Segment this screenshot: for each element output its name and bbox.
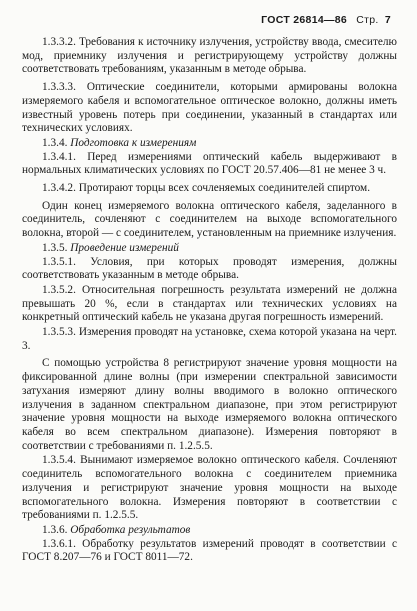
section-heading-1-3-5: [22, 242, 397, 256]
section-number: 1.3.4.: [42, 136, 68, 149]
paragraph-1-3-5-3: 1.3.5.3. Измерения проводят на установке, схема которой указана на черт. 3.: [22, 326, 397, 352]
paragraph-connection: Один конец измеряемого волокна оптического кабеля, заделанного в соединитель, сочленяют с соединителем на выходе вспомогательного волокна, второй — с соединителем, установленным на приемнике излучения.: [22, 199, 397, 240]
section-number: 1.3.5.: [42, 241, 68, 254]
paragraph-1-3-5-2: 1.3.5.2. Относительная погрешность результата измерений не должна превышать 20 %, если в стандартах или технических условиях на конкретный оптический кабель не указана другая погрешность измерений.: [22, 283, 397, 324]
section-title: Проведение измерений: [70, 241, 179, 254]
standard-number: ГОСТ 26814—86: [261, 14, 348, 26]
page-header: [261, 14, 391, 28]
section-title: Подготовка к измерениям: [70, 136, 197, 149]
paragraph-1-3-5-1: 1.3.5.1. Условия, при которых проводят измерения, должны соответствовать указанным в методе обрыва.: [22, 255, 397, 282]
section-heading-1-3-4: [22, 137, 397, 151]
paragraph-1-3-3-3: 1.3.3.3. Оптические соединители, которыми армированы волокна измеряемого кабеля и вспомогательное оптическое волокно, должны иметь известный уровень потерь при соединении, указанный в стандартах или технических условиях.: [22, 81, 397, 135]
paragraph-device-8: С помощью устройства 8 регистрируют значение уровня мощности на фиксированной длине волны (при измерении спектральной зависимости затухания измеряют длину волны вводимого в волокно оптического излучения в заданном спектральном диапазоне, при этом регистрируют значение уровня мощности на выходе измеряемого волокна оптического кабеля во всем спектральном диапазоне). Измерения повторяют в соответствии с требованиями п. 1.2.5.5.: [22, 357, 397, 452]
paragraph-1-3-5-4: 1.3.5.4. Вынимают измеряемое волокно оптического кабеля. Сочленяют соединитель вспомогательного волокна с соединителем приемника излучения и регистрируют значение уровня мощности на выходе вспомогательного волокна. Измерения повторяют в соответствии с требованиями п. 1.2.5.5.: [22, 454, 397, 522]
page-number: 7: [384, 14, 391, 26]
paragraph-1-3-6-1: 1.3.6.1. Обработку результатов измерений проводят в соответствии с ГОСТ 8.207—76 и ГОСТ 8011—72.: [22, 537, 397, 564]
paragraph-1-3-4-2: 1.3.4.2. Протирают торцы всех сочленяемых соединителей спиртом.: [42, 182, 371, 195]
page-body: [22, 36, 397, 566]
page-label: Стр.: [356, 14, 379, 26]
section-title: Обработка результатов: [70, 523, 191, 536]
paragraph-1-3-4-1: 1.3.4.1. Перед измерениями оптический кабель выдерживают в нормальных климатических условиях по ГОСТ 20.57.406—81 не менее 3 ч.: [22, 150, 397, 177]
section-number: 1.3.6.: [42, 523, 68, 536]
section-heading-1-3-6: [22, 524, 397, 538]
paragraph-1-3-3-2: 1.3.3.2. Требования к источнику излучения, устройству ввода, смесителю мод, приемнику излучения и регистрирующему устройству должны соответствовать требованиям, указанным в методе обрыва.: [22, 36, 397, 76]
